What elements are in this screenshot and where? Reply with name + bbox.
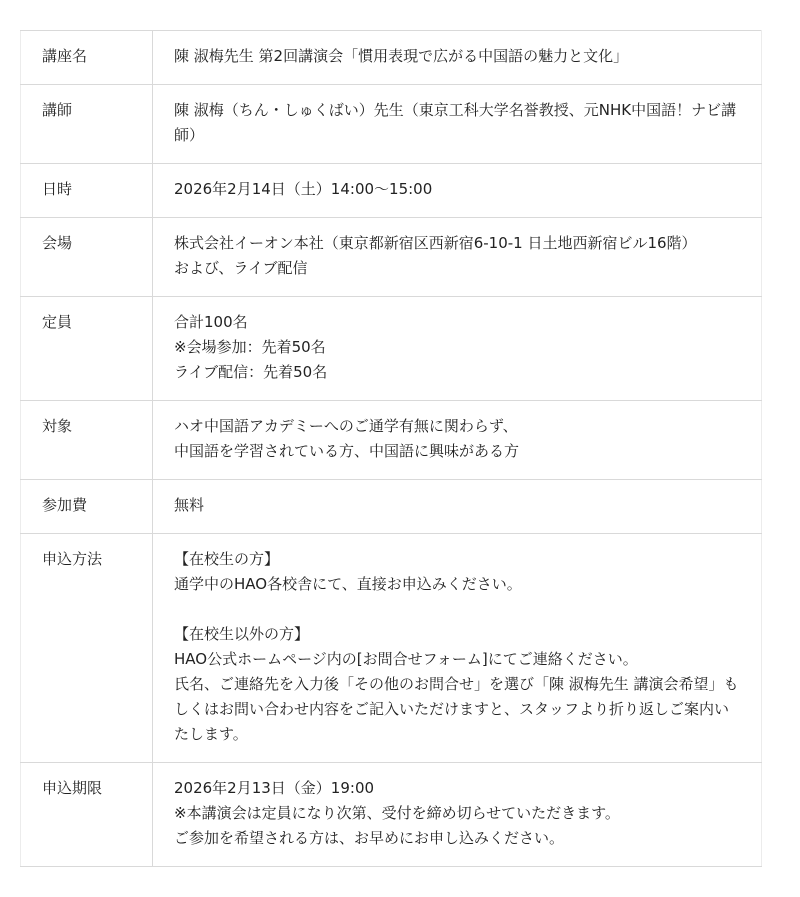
value-datetime: [153, 164, 762, 218]
label-application-method: 申込方法: [21, 534, 153, 763]
value-audience: [153, 401, 762, 480]
row-lecturer: [21, 85, 762, 164]
capacity-live-text: ライブ配信：先着50名: [174, 363, 328, 381]
value-deadline: [153, 763, 762, 867]
label-course-name: 講座名: [21, 31, 153, 85]
non-students-text-1: HAO公式ホームページ内の[お問合せフォーム]にてご連絡ください。: [174, 650, 638, 668]
value-lecturer: [153, 85, 762, 164]
row-audience: [21, 401, 762, 480]
label-fee: 参加費: [21, 480, 153, 534]
capacity-venue-text: ※会場参加：先着50名: [174, 338, 326, 356]
audience-text-2: 中国語を学習されている方、中国語に興味がある方: [174, 442, 520, 460]
datetime-text: 2026年2月14日（土）14:00〜15:00: [174, 180, 433, 198]
current-students-heading: 【在校生の方】: [174, 550, 280, 568]
row-course-name: [21, 31, 762, 85]
fee-text: 無料: [174, 496, 205, 514]
value-application-method: [153, 534, 762, 763]
venue-address-text: 株式会社イーオン本社（東京都新宿区西新宿6-10-1 日土地西新宿ビル16階）: [174, 234, 697, 252]
row-application-method: [21, 534, 762, 763]
row-fee: [21, 480, 762, 534]
non-students-text-2: 氏名、ご連絡先を入力後「その他のお問合せ」を選び「陳 淑梅先生 講演会希望」もしくはお問い合わせ内容をご記入いただけますと、スタッフより折り返しご案内いたします。: [174, 675, 739, 743]
deadline-note-text: ※本講演会は定員になり次第、受付を締め切らせていただきます。: [174, 804, 620, 822]
event-info-container: [20, 30, 762, 867]
event-info-table: [20, 30, 762, 867]
row-venue: [21, 218, 762, 297]
capacity-total-text: 合計100名: [174, 313, 248, 331]
label-venue: 会場: [21, 218, 153, 297]
row-deadline: [21, 763, 762, 867]
label-lecturer: 講師: [21, 85, 153, 164]
non-students-heading: 【在校生以外の方】: [174, 625, 310, 643]
course-name-text: 陳 淑梅先生 第2回講演会「慣用表現で広がる中国語の魅力と文化」: [174, 47, 629, 65]
current-students-text: 通学中のHAO各校舎にて、直接お申込みください。: [174, 575, 522, 593]
lecturer-text: 陳 淑梅（ちん・しゅくばい）先生（東京工科大学名誉教授、元NHK中国語！ナビ講師）: [174, 101, 737, 144]
value-fee: [153, 480, 762, 534]
value-course-name: [153, 31, 762, 85]
label-deadline: 申込期限: [21, 763, 153, 867]
value-capacity: [153, 297, 762, 401]
deadline-datetime-text: 2026年2月13日（金）19:00: [174, 779, 375, 797]
audience-text-1: ハオ中国語アカデミーへのご通学有無に関わらず、: [174, 417, 518, 435]
label-capacity: 定員: [21, 297, 153, 401]
value-venue: [153, 218, 762, 297]
deadline-advice-text: ご参加を希望される方は、お早めにお申し込みください。: [174, 829, 565, 847]
row-capacity: [21, 297, 762, 401]
row-datetime: [21, 164, 762, 218]
venue-live-text: および、ライブ配信: [174, 259, 308, 277]
paragraph-gap: [174, 597, 743, 622]
label-audience: 対象: [21, 401, 153, 480]
label-datetime: 日時: [21, 164, 153, 218]
